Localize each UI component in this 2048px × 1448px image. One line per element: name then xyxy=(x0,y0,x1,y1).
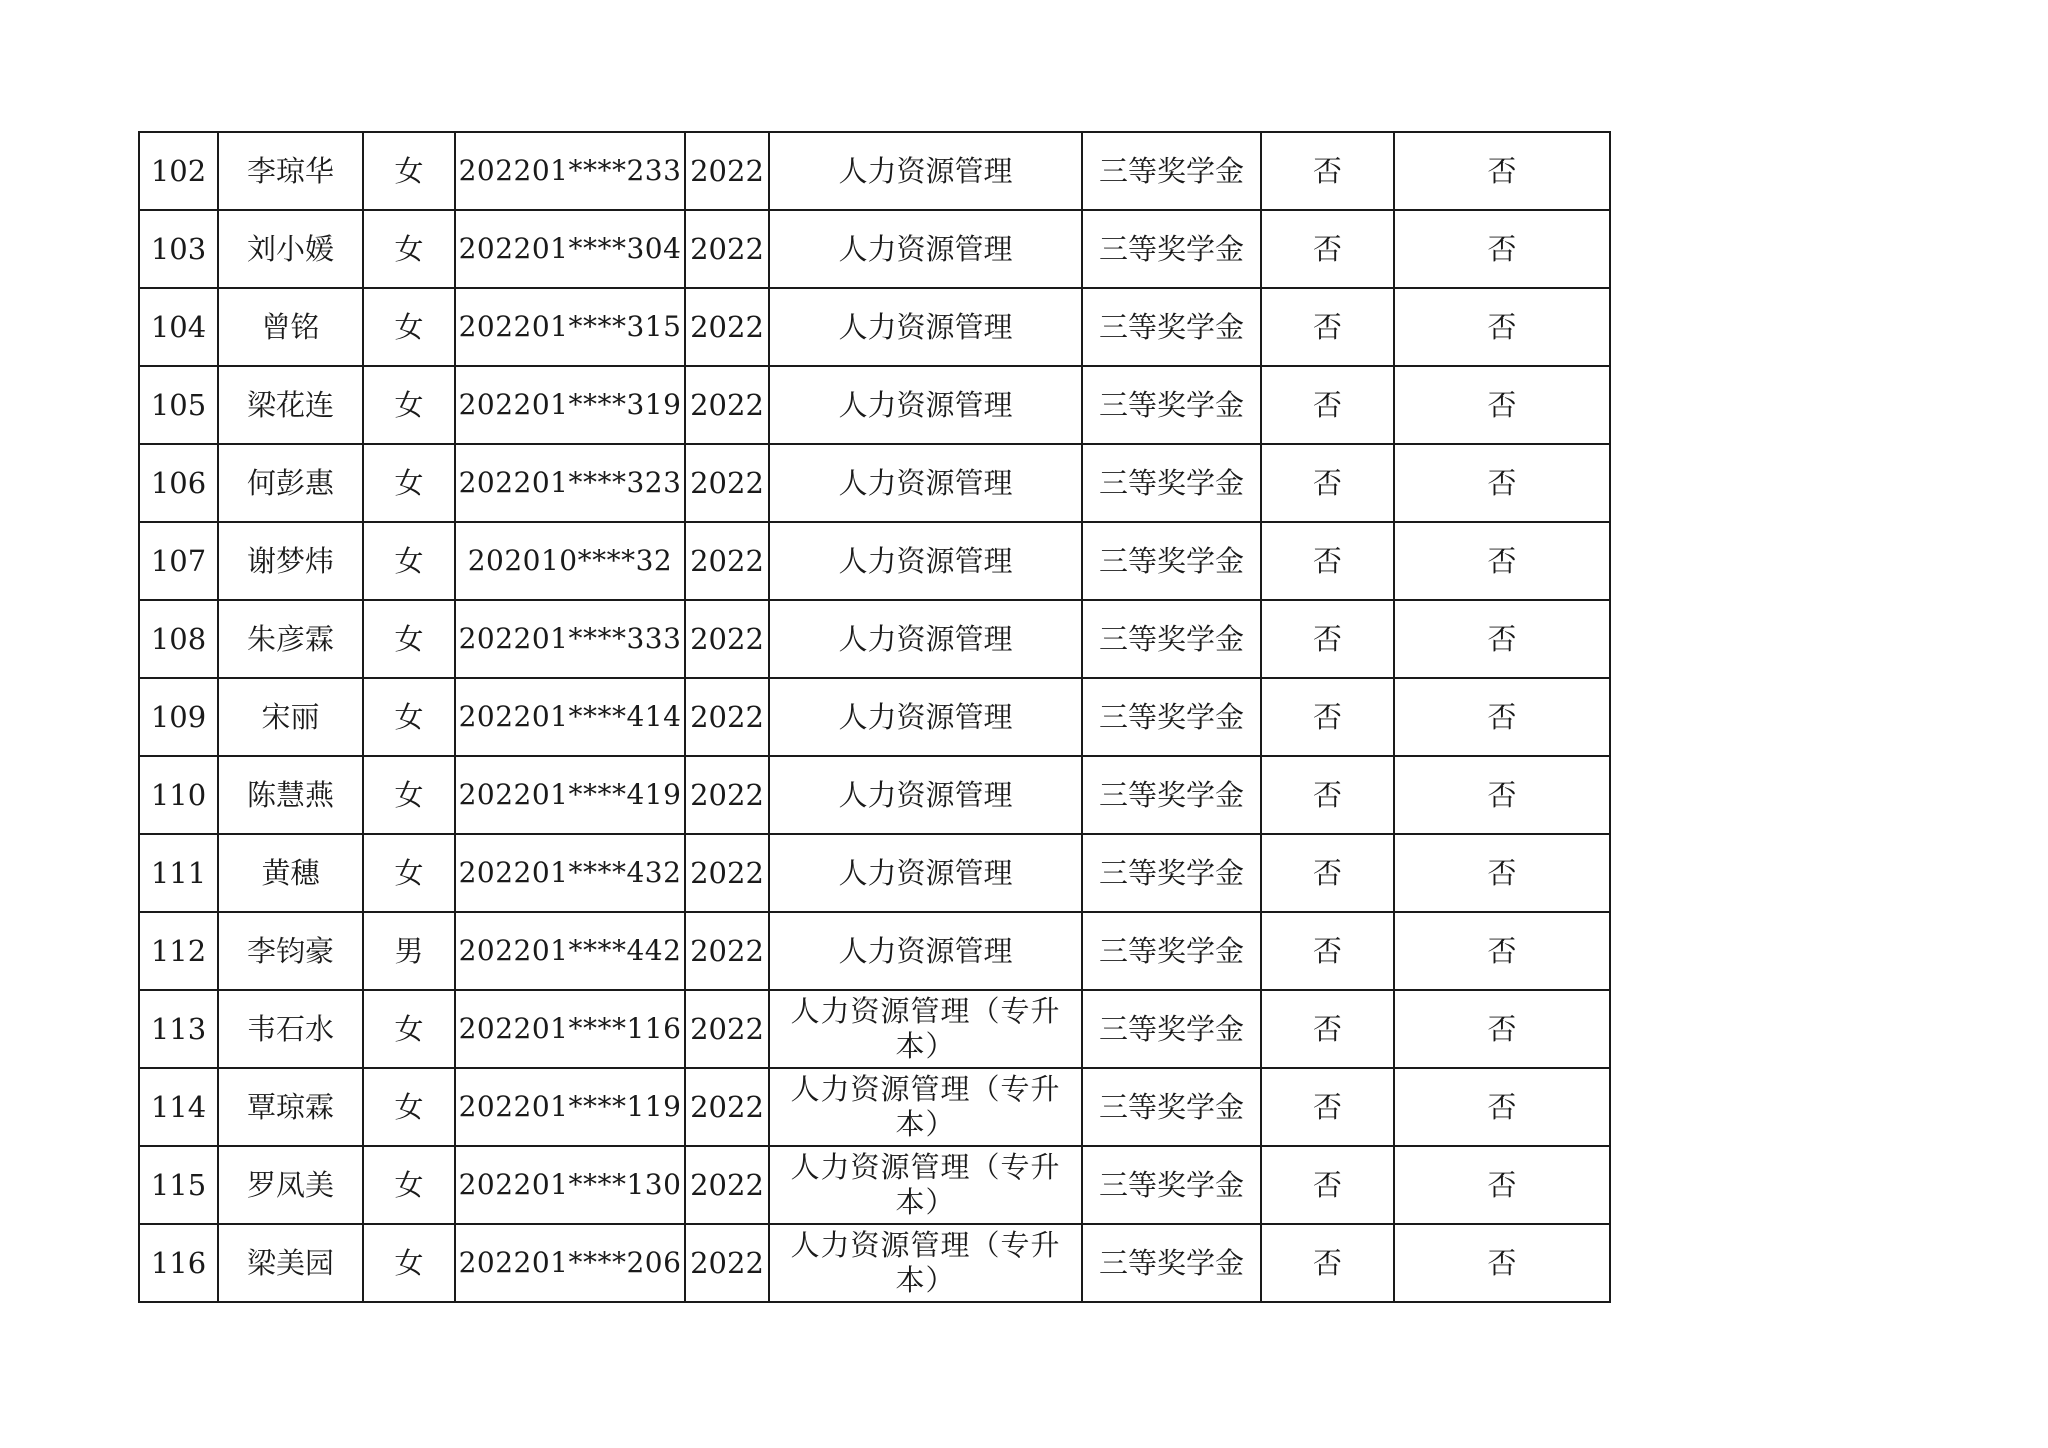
major-cell: 人力资源管理（专升本） xyxy=(769,1224,1082,1302)
table-body xyxy=(139,132,1610,1302)
flag-cell-b: 否 xyxy=(1394,756,1610,834)
award-level-cell: 三等奖学金 xyxy=(1082,834,1261,912)
row-number-cell: 105 xyxy=(139,366,218,444)
scholarship-table xyxy=(138,131,1611,1303)
row-number-cell: 106 xyxy=(139,444,218,522)
award-level-cell: 三等奖学金 xyxy=(1082,1224,1261,1302)
row-number-cell: 107 xyxy=(139,522,218,600)
student-name-cell: 梁花连 xyxy=(218,366,363,444)
row-number-cell: 109 xyxy=(139,678,218,756)
row-number-cell: 111 xyxy=(139,834,218,912)
gender-cell: 女 xyxy=(363,210,455,288)
student-id-cell: 202201****116 xyxy=(455,990,685,1068)
award-level-cell: 三等奖学金 xyxy=(1082,600,1261,678)
student-id-cell: 202201****130 xyxy=(455,1146,685,1224)
row-number-cell: 102 xyxy=(139,132,218,210)
award-level-cell: 三等奖学金 xyxy=(1082,912,1261,990)
gender-cell: 女 xyxy=(363,834,455,912)
flag-cell-a: 否 xyxy=(1261,366,1394,444)
gender-cell: 女 xyxy=(363,600,455,678)
row-number-cell: 116 xyxy=(139,1224,218,1302)
grade-year-cell: 2022 xyxy=(685,288,769,366)
gender-cell: 女 xyxy=(363,1146,455,1224)
major-cell: 人力资源管理 xyxy=(769,756,1082,834)
table-row xyxy=(139,1146,1610,1224)
student-name-cell: 韦石水 xyxy=(218,990,363,1068)
table-row xyxy=(139,600,1610,678)
student-id-cell: 202201****315 xyxy=(455,288,685,366)
student-name-cell: 谢梦炜 xyxy=(218,522,363,600)
student-id-cell: 202201****419 xyxy=(455,756,685,834)
grade-year-cell: 2022 xyxy=(685,600,769,678)
flag-cell-a: 否 xyxy=(1261,132,1394,210)
table-row xyxy=(139,990,1610,1068)
major-cell: 人力资源管理（专升本） xyxy=(769,990,1082,1068)
award-level-cell: 三等奖学金 xyxy=(1082,678,1261,756)
student-id-cell: 202201****304 xyxy=(455,210,685,288)
student-id-cell: 202201****414 xyxy=(455,678,685,756)
grade-year-cell: 2022 xyxy=(685,444,769,522)
student-name-cell: 李琼华 xyxy=(218,132,363,210)
award-level-cell: 三等奖学金 xyxy=(1082,366,1261,444)
row-number-cell: 112 xyxy=(139,912,218,990)
student-id-cell: 202201****119 xyxy=(455,1068,685,1146)
table-row xyxy=(139,1068,1610,1146)
student-name-cell: 黄穗 xyxy=(218,834,363,912)
row-number-cell: 115 xyxy=(139,1146,218,1224)
table-row xyxy=(139,132,1610,210)
gender-cell: 女 xyxy=(363,1068,455,1146)
grade-year-cell: 2022 xyxy=(685,912,769,990)
student-id-cell: 202201****233 xyxy=(455,132,685,210)
flag-cell-b: 否 xyxy=(1394,600,1610,678)
flag-cell-b: 否 xyxy=(1394,1146,1610,1224)
student-id-cell: 202201****442 xyxy=(455,912,685,990)
gender-cell: 男 xyxy=(363,912,455,990)
major-cell: 人力资源管理 xyxy=(769,132,1082,210)
grade-year-cell: 2022 xyxy=(685,834,769,912)
major-cell: 人力资源管理 xyxy=(769,600,1082,678)
student-name-cell: 曾铭 xyxy=(218,288,363,366)
flag-cell-a: 否 xyxy=(1261,600,1394,678)
grade-year-cell: 2022 xyxy=(685,756,769,834)
flag-cell-a: 否 xyxy=(1261,1224,1394,1302)
gender-cell: 女 xyxy=(363,366,455,444)
gender-cell: 女 xyxy=(363,678,455,756)
flag-cell-a: 否 xyxy=(1261,522,1394,600)
row-number-cell: 108 xyxy=(139,600,218,678)
flag-cell-a: 否 xyxy=(1261,912,1394,990)
gender-cell: 女 xyxy=(363,990,455,1068)
major-cell: 人力资源管理 xyxy=(769,210,1082,288)
award-level-cell: 三等奖学金 xyxy=(1082,444,1261,522)
student-id-cell: 202201****432 xyxy=(455,834,685,912)
grade-year-cell: 2022 xyxy=(685,1146,769,1224)
major-cell: 人力资源管理 xyxy=(769,288,1082,366)
student-name-cell: 罗凤美 xyxy=(218,1146,363,1224)
grade-year-cell: 2022 xyxy=(685,210,769,288)
gender-cell: 女 xyxy=(363,288,455,366)
table-row xyxy=(139,834,1610,912)
student-name-cell: 覃琼霖 xyxy=(218,1068,363,1146)
major-cell: 人力资源管理 xyxy=(769,912,1082,990)
award-level-cell: 三等奖学金 xyxy=(1082,132,1261,210)
flag-cell-b: 否 xyxy=(1394,522,1610,600)
flag-cell-b: 否 xyxy=(1394,288,1610,366)
award-level-cell: 三等奖学金 xyxy=(1082,288,1261,366)
student-name-cell: 何彭惠 xyxy=(218,444,363,522)
table-row xyxy=(139,210,1610,288)
grade-year-cell: 2022 xyxy=(685,132,769,210)
award-level-cell: 三等奖学金 xyxy=(1082,210,1261,288)
gender-cell: 女 xyxy=(363,522,455,600)
flag-cell-a: 否 xyxy=(1261,444,1394,522)
table-row xyxy=(139,366,1610,444)
student-id-cell: 202201****323 xyxy=(455,444,685,522)
grade-year-cell: 2022 xyxy=(685,1224,769,1302)
flag-cell-a: 否 xyxy=(1261,1146,1394,1224)
student-name-cell: 陈慧燕 xyxy=(218,756,363,834)
flag-cell-a: 否 xyxy=(1261,834,1394,912)
gender-cell: 女 xyxy=(363,756,455,834)
flag-cell-b: 否 xyxy=(1394,444,1610,522)
grade-year-cell: 2022 xyxy=(685,1068,769,1146)
student-name-cell: 宋丽 xyxy=(218,678,363,756)
table-row xyxy=(139,444,1610,522)
student-id-cell: 202201****206 xyxy=(455,1224,685,1302)
major-cell: 人力资源管理 xyxy=(769,366,1082,444)
grade-year-cell: 2022 xyxy=(685,990,769,1068)
grade-year-cell: 2022 xyxy=(685,522,769,600)
table-row xyxy=(139,522,1610,600)
student-name-cell: 李钧豪 xyxy=(218,912,363,990)
flag-cell-b: 否 xyxy=(1394,1068,1610,1146)
flag-cell-b: 否 xyxy=(1394,210,1610,288)
award-level-cell: 三等奖学金 xyxy=(1082,756,1261,834)
table-row xyxy=(139,756,1610,834)
row-number-cell: 103 xyxy=(139,210,218,288)
gender-cell: 女 xyxy=(363,444,455,522)
major-cell: 人力资源管理 xyxy=(769,678,1082,756)
flag-cell-a: 否 xyxy=(1261,756,1394,834)
major-cell: 人力资源管理（专升本） xyxy=(769,1068,1082,1146)
flag-cell-b: 否 xyxy=(1394,834,1610,912)
award-level-cell: 三等奖学金 xyxy=(1082,522,1261,600)
gender-cell: 女 xyxy=(363,132,455,210)
major-cell: 人力资源管理（专升本） xyxy=(769,1146,1082,1224)
student-id-cell: 202201****333 xyxy=(455,600,685,678)
award-level-cell: 三等奖学金 xyxy=(1082,1068,1261,1146)
award-level-cell: 三等奖学金 xyxy=(1082,1146,1261,1224)
table-row xyxy=(139,1224,1610,1302)
student-name-cell: 朱彦霖 xyxy=(218,600,363,678)
row-number-cell: 114 xyxy=(139,1068,218,1146)
flag-cell-a: 否 xyxy=(1261,210,1394,288)
row-number-cell: 110 xyxy=(139,756,218,834)
student-name-cell: 梁美园 xyxy=(218,1224,363,1302)
gender-cell: 女 xyxy=(363,1224,455,1302)
flag-cell-a: 否 xyxy=(1261,990,1394,1068)
row-number-cell: 104 xyxy=(139,288,218,366)
flag-cell-b: 否 xyxy=(1394,1224,1610,1302)
grade-year-cell: 2022 xyxy=(685,678,769,756)
student-id-cell: 202201****319 xyxy=(455,366,685,444)
major-cell: 人力资源管理 xyxy=(769,522,1082,600)
row-number-cell: 113 xyxy=(139,990,218,1068)
table-row xyxy=(139,912,1610,990)
flag-cell-b: 否 xyxy=(1394,912,1610,990)
flag-cell-a: 否 xyxy=(1261,1068,1394,1146)
flag-cell-b: 否 xyxy=(1394,678,1610,756)
major-cell: 人力资源管理 xyxy=(769,444,1082,522)
flag-cell-b: 否 xyxy=(1394,990,1610,1068)
table-row xyxy=(139,678,1610,756)
flag-cell-a: 否 xyxy=(1261,288,1394,366)
grade-year-cell: 2022 xyxy=(685,366,769,444)
student-id-cell: 202010****32 xyxy=(455,522,685,600)
flag-cell-a: 否 xyxy=(1261,678,1394,756)
flag-cell-b: 否 xyxy=(1394,132,1610,210)
major-cell: 人力资源管理 xyxy=(769,834,1082,912)
student-name-cell: 刘小媛 xyxy=(218,210,363,288)
table-row xyxy=(139,288,1610,366)
flag-cell-b: 否 xyxy=(1394,366,1610,444)
award-level-cell: 三等奖学金 xyxy=(1082,990,1261,1068)
